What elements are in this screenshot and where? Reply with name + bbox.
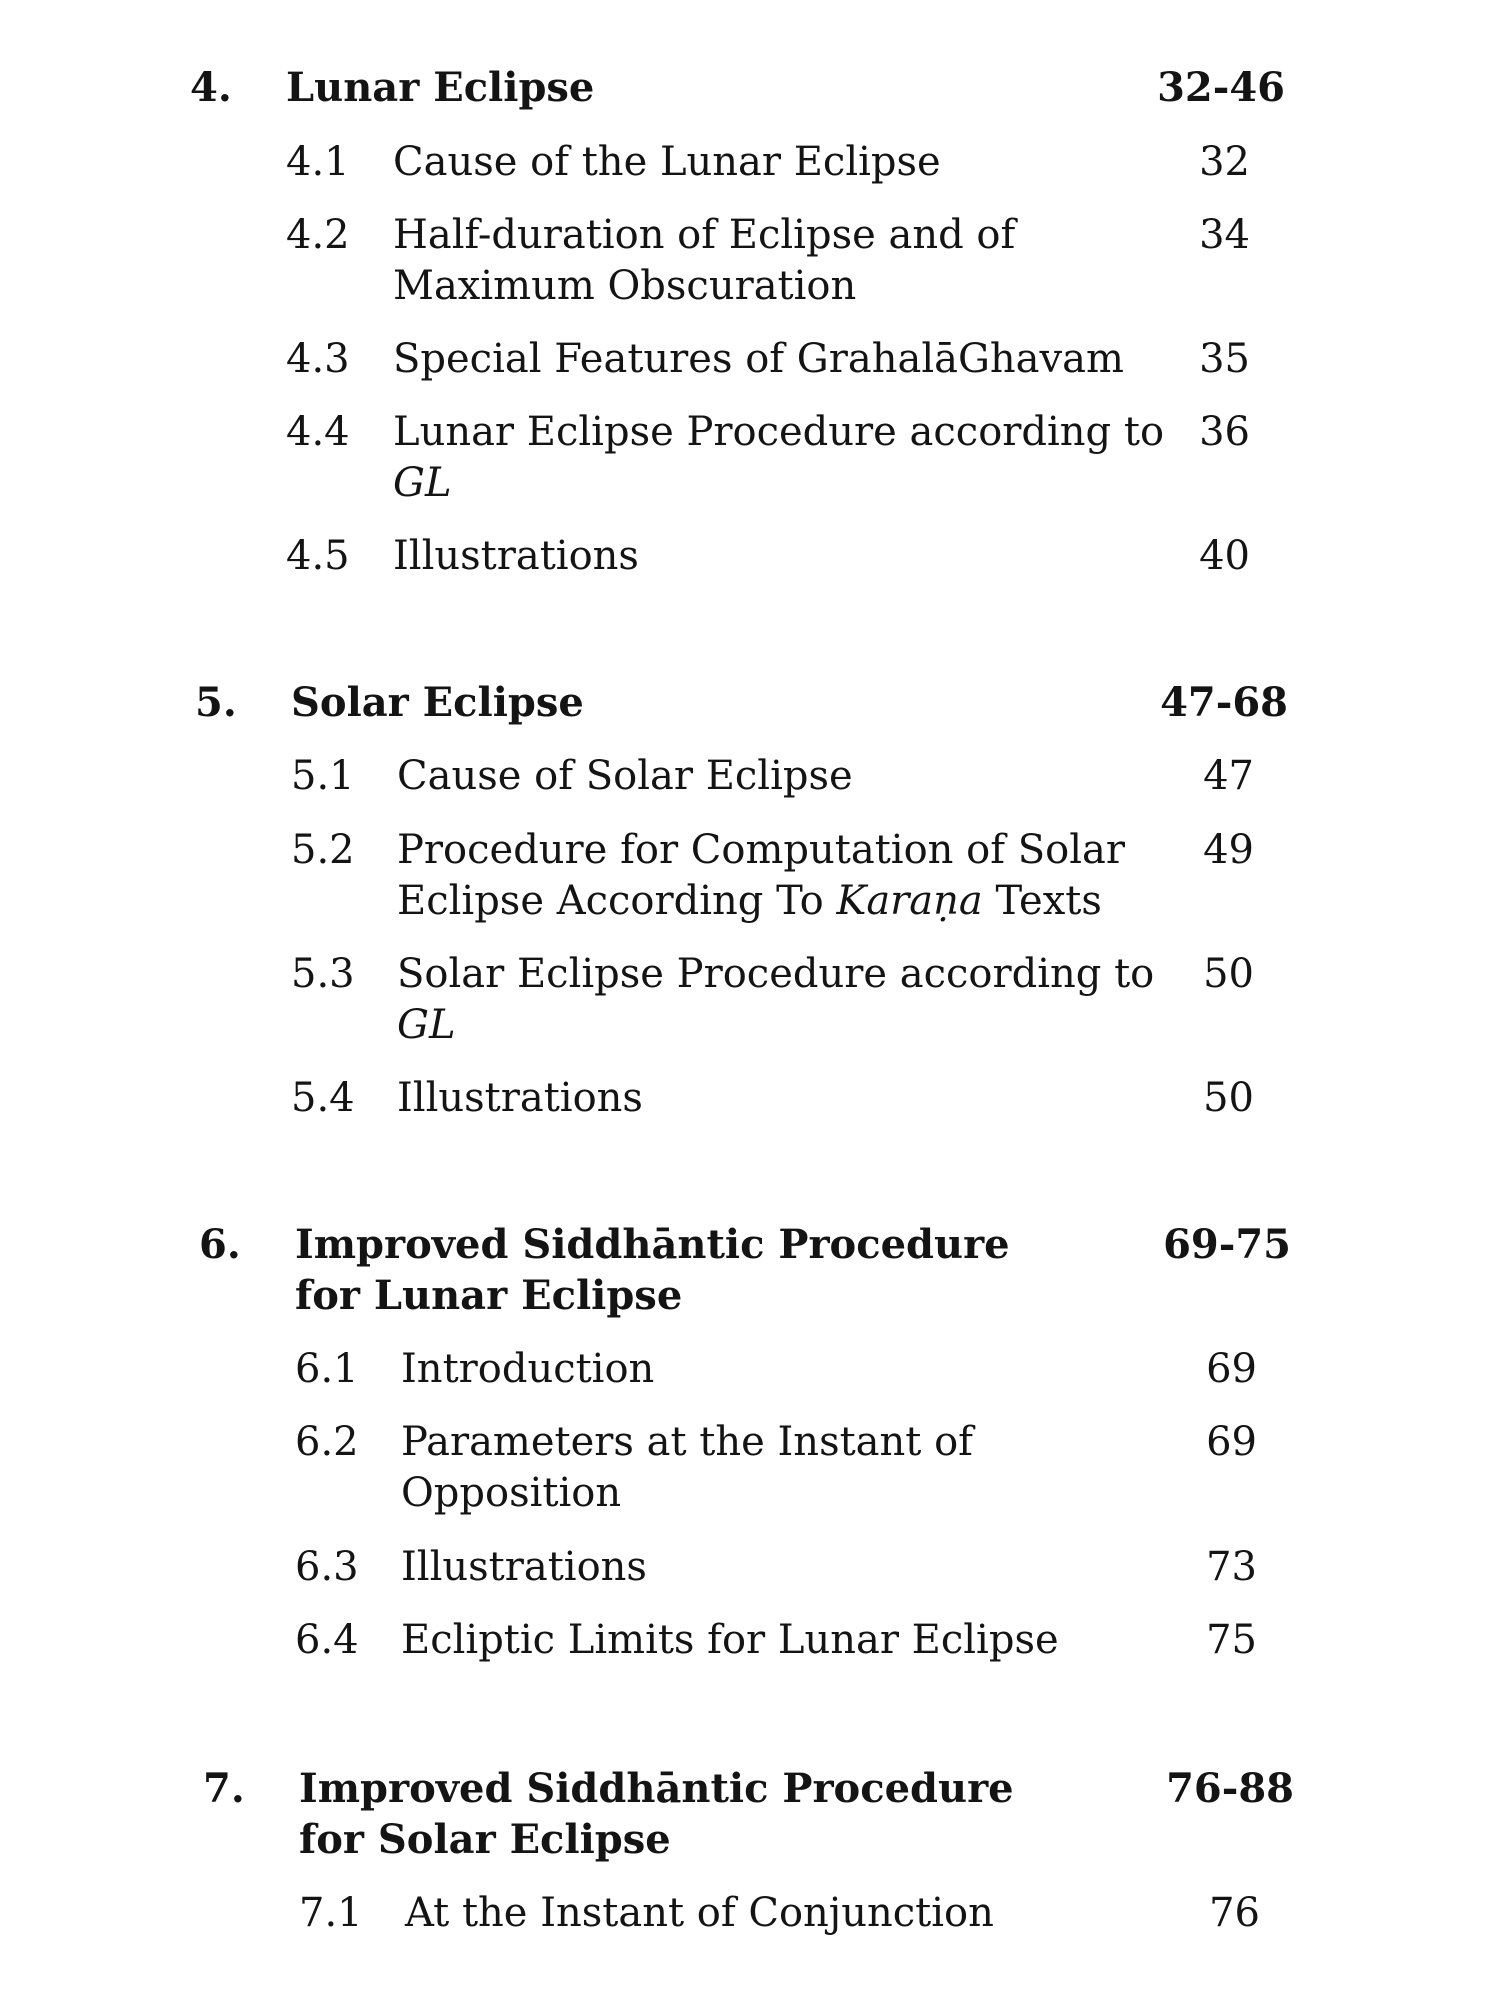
section-title-abbrev: GL bbox=[397, 1002, 456, 1048]
section-page: 36 bbox=[1199, 409, 1250, 455]
section-page: 32 bbox=[1199, 139, 1250, 185]
section-title: Parameters at the Instant of bbox=[401, 1419, 973, 1465]
chapter-number: 6. bbox=[199, 1221, 241, 1268]
chapter-title: Improved Siddhāntic Procedure bbox=[295, 1221, 1010, 1268]
chapter-title: Improved Siddhāntic Procedure bbox=[299, 1765, 1014, 1812]
chapter-page-range: 47-68 bbox=[1160, 679, 1288, 726]
chapter-title: Lunar Eclipse bbox=[286, 64, 595, 111]
chapter-page-range: 69-75 bbox=[1163, 1221, 1291, 1268]
section-number: 5.1 bbox=[291, 753, 355, 799]
section-number: 5.2 bbox=[291, 827, 355, 873]
section-title-continuation bbox=[393, 457, 452, 509]
section-page: 76 bbox=[1209, 1890, 1260, 1936]
section-title-term: Karaṇa bbox=[836, 878, 983, 924]
section-title-continuation: Maximum Obscuration bbox=[393, 263, 857, 309]
section-title-continuation: Opposition bbox=[401, 1470, 622, 1516]
section-title: Illustrations bbox=[401, 1544, 647, 1590]
section-page: 47 bbox=[1203, 753, 1254, 799]
chapter-title: Solar Eclipse bbox=[291, 679, 584, 726]
chapter-page-range: 32-46 bbox=[1157, 64, 1285, 111]
section-page: 35 bbox=[1199, 336, 1250, 382]
section-title-abbrev: GL bbox=[393, 460, 452, 506]
chapter-number: 5. bbox=[195, 679, 237, 726]
section-number: 4.3 bbox=[286, 336, 350, 382]
section-number: 6.2 bbox=[295, 1419, 359, 1465]
section-title: Cause of Solar Eclipse bbox=[397, 753, 853, 799]
chapter-number: 4. bbox=[190, 64, 232, 111]
section-page: 50 bbox=[1203, 1075, 1254, 1121]
section-number: 6.3 bbox=[295, 1544, 359, 1590]
section-title-continuation bbox=[397, 875, 1102, 927]
section-title: Introduction bbox=[401, 1346, 655, 1392]
section-title: Illustrations bbox=[393, 533, 639, 579]
section-title: Ecliptic Limits for Lunar Eclipse bbox=[401, 1617, 1059, 1663]
section-page: 75 bbox=[1206, 1617, 1257, 1663]
section-number: 7.1 bbox=[299, 1890, 363, 1936]
section-page: 69 bbox=[1206, 1419, 1257, 1465]
section-title-text: Eclipse According To bbox=[397, 878, 837, 924]
section-number: 6.1 bbox=[295, 1346, 359, 1392]
section-title: Half-duration of Eclipse and of bbox=[393, 212, 1016, 258]
section-number: 4.2 bbox=[286, 212, 350, 258]
section-page: 34 bbox=[1199, 212, 1250, 258]
section-page: 40 bbox=[1199, 533, 1250, 579]
section-title: Special Features of GrahalāGhavam bbox=[393, 336, 1124, 382]
section-number: 4.1 bbox=[286, 139, 350, 185]
section-number: 6.4 bbox=[295, 1617, 359, 1663]
section-title: Cause of the Lunar Eclipse bbox=[393, 139, 941, 185]
section-title: At the Instant of Conjunction bbox=[405, 1890, 994, 1936]
section-number: 4.4 bbox=[286, 409, 350, 455]
section-title: Solar Eclipse Procedure according to bbox=[397, 951, 1155, 997]
section-title: Lunar Eclipse Procedure according to bbox=[393, 409, 1165, 455]
chapter-page-range: 76-88 bbox=[1166, 1765, 1294, 1812]
section-title-text: Texts bbox=[982, 878, 1102, 924]
chapter-title-continuation: for Solar Eclipse bbox=[299, 1816, 671, 1863]
chapter-title-continuation: for Lunar Eclipse bbox=[295, 1272, 683, 1319]
section-number: 5.3 bbox=[291, 951, 355, 997]
chapter-number: 7. bbox=[203, 1765, 245, 1812]
section-page: 49 bbox=[1203, 827, 1254, 873]
section-page: 50 bbox=[1203, 951, 1254, 997]
section-title-continuation bbox=[397, 999, 456, 1051]
section-title: Procedure for Computation of Solar bbox=[397, 827, 1125, 873]
section-number: 4.5 bbox=[286, 533, 350, 579]
section-page: 73 bbox=[1206, 1544, 1257, 1590]
section-title: Illustrations bbox=[397, 1075, 643, 1121]
section-page: 69 bbox=[1206, 1346, 1257, 1392]
section-number: 5.4 bbox=[291, 1075, 355, 1121]
